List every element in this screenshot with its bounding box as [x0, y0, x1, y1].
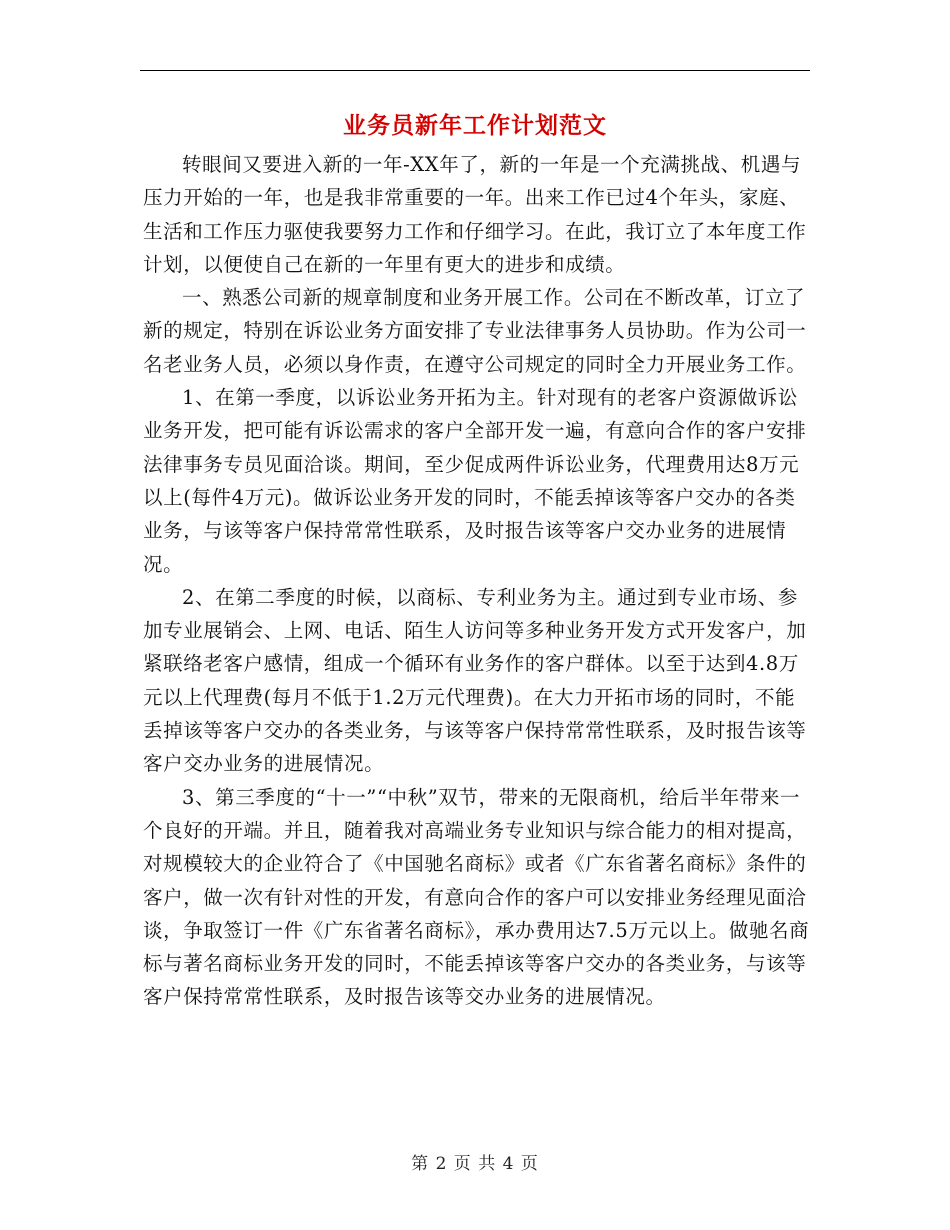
paragraph-q1-plan: 1、在第一季度，以诉讼业务开拓为主。针对现有的老客户资源做诉讼业务开发，把可能有诉讼需求的客户全部开发一遍，有意向合作的客户安排法律事务专员见面洽谈。期间，至少促成两件诉讼业务，代理费用达8万元以上(每件4万元)。做诉讼业务开发的同时，不能丢掉该等客户交办的各类业务，与该等客户保持常常性联系，及时报告该等客户交办业务的进展情况。	[143, 386, 807, 576]
page-number-footer: 第 2 页 共 4 页	[411, 1154, 539, 1174]
document-title: 业务员新年工作计划范文	[343, 112, 607, 139]
paragraph-q2-plan: 2、在第二季度的时候，以商标、专利业务为主。通过到专业市场、参加专业展销会、上网、电话、陌生人访问等多种业务开发方式开发客户，加紧联络老客户感情，组成一个循环有业务作的客户群体。以至于达到4.8万元以上代理费(每月不低于1.2万元代理费)。在大力开拓市场的同时，不能丢掉该等客户交办的各类业务，与该等客户保持常常性联系，及时报告该等客户交办业务的进展情况。	[143, 585, 807, 776]
document-body	[143, 148, 811, 1014]
header-rule	[140, 70, 810, 71]
paragraph-section-one: 一、熟悉公司新的规章制度和业务开展工作。公司在不断改革，订立了新的规定，特别在诉讼业务方面安排了专业法律事务人员协助。作为公司一名老业务人员，必须以身作责，在遵守公司规定的同时全力开展业务工作。	[143, 286, 807, 376]
paragraph-intro: 转眼间又要进入新的一年-XX年了，新的一年是一个充满挑战、机遇与压力开始的一年，也是我非常重要的一年。出来工作已过4个年头，家庭、生活和工作压力驱使我要努力工作和仔细学习。在此，我订立了本年度工作计划，以便使自己在新的一年里有更大的进步和成绩。	[143, 153, 807, 276]
paragraph-q3-plan: 3、第三季度的“十一”“中秋”双节，带来的无限商机，给后半年带来一个良好的开端。并且，随着我对高端业务专业知识与综合能力的相对提高，对规模较大的企业符合了《中国驰名商标》或者《广东省著名商标》条件的客户，做一次有针对性的开发，有意向合作的客户可以安排业务经理见面洽谈，争取签订一件《广东省著名商标》，承办费用达7.5万元以上。做驰名商标与著名商标业务开发的同时，不能丢掉该等客户交办的各类业务，与该等客户保持常常性联系，及时报告该等交办业务的进展情况。	[143, 785, 810, 1009]
